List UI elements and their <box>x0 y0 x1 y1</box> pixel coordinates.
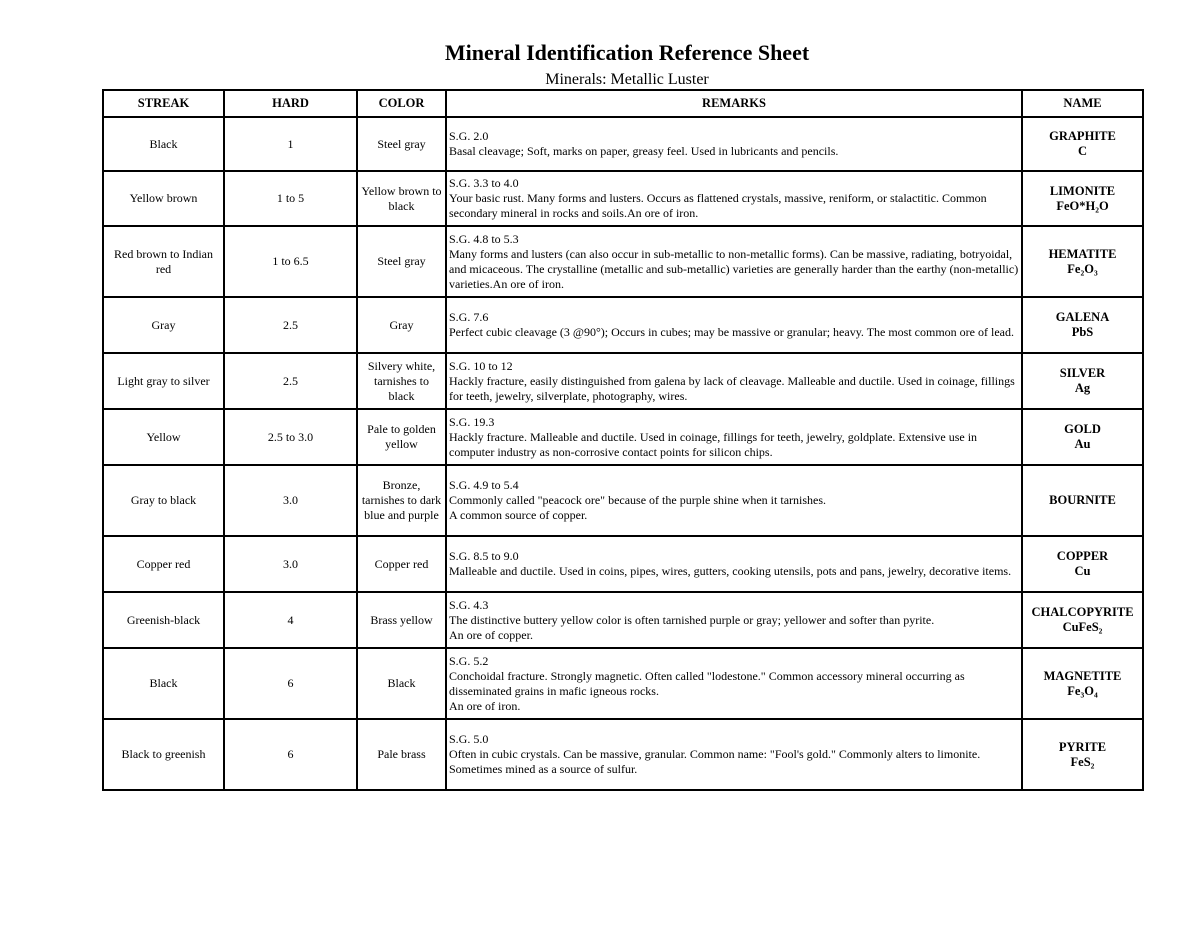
color-cell: Black <box>357 648 446 719</box>
name-cell <box>1022 117 1143 171</box>
streak-cell: Copper red <box>103 536 224 592</box>
color-cell: Steel gray <box>357 226 446 297</box>
remarks-cell: S.G. 5.0 Often in cubic crystals. Can be massive, granular. Common name: "Fool's gold." Commonly alters to limonite. Sometimes mined as a source of sulfur. <box>446 719 1022 790</box>
hardness-cell: 1 to 6.5 <box>224 226 357 297</box>
name-cell <box>1022 297 1143 353</box>
column-header-hard: HARD <box>224 90 357 117</box>
color-cell: Yellow brown to black <box>357 171 446 226</box>
chemical-formula: FeS₂ <box>1070 754 1095 769</box>
table-row <box>103 465 1143 536</box>
chemical-formula: Fe₃O₄ <box>1067 683 1098 698</box>
streak-cell: Gray <box>103 297 224 353</box>
name-cell <box>1022 719 1143 790</box>
header-row <box>103 90 1143 117</box>
name-cell <box>1022 536 1143 592</box>
mineral-name: BOURNITE <box>1049 493 1116 507</box>
streak-cell: Black to greenish <box>103 719 224 790</box>
mineral-name: PYRITE <box>1058 739 1107 754</box>
mineral-name: GRAPHITE <box>1049 129 1116 143</box>
chemical-formula: C <box>1077 144 1088 158</box>
table-body <box>103 117 1143 790</box>
column-header-name: NAME <box>1022 90 1143 117</box>
hardness-cell: 6 <box>224 719 357 790</box>
remarks-cell: S.G. 5.2 Conchoidal fracture. Strongly magnetic. Often called "lodestone." Common accessory mineral occurring as disseminated grains in mafic igneous rocks. An ore of iron. <box>446 648 1022 719</box>
hardness-cell: 2.5 <box>224 297 357 353</box>
streak-cell: Black <box>103 117 224 171</box>
color-cell: Bronze, tarnishes to dark blue and purple <box>357 465 446 536</box>
chemical-formula: Cu <box>1074 564 1091 578</box>
color-cell: Pale brass <box>357 719 446 790</box>
color-cell: Pale to golden yellow <box>357 409 446 465</box>
hardness-cell: 1 to 5 <box>224 171 357 226</box>
name-cell <box>1022 353 1143 409</box>
chemical-formula: CuFeS₂ <box>1062 620 1103 634</box>
column-header-color: COLOR <box>357 90 446 117</box>
remarks-cell: S.G. 2.0 Basal cleavage; Soft, marks on paper, greasy feel. Used in lubricants and pencils. <box>446 117 1022 171</box>
hardness-cell: 1 <box>224 117 357 171</box>
color-cell: Silvery white, tarnishes to black <box>357 353 446 409</box>
mineral-name: GOLD <box>1064 422 1101 436</box>
name-cell <box>1022 409 1143 465</box>
column-header-remarks: REMARKS <box>446 90 1022 117</box>
page-title: Mineral Identification Reference Sheet <box>444 40 810 65</box>
name-cell <box>1022 226 1143 297</box>
streak-cell: Yellow brown <box>103 171 224 226</box>
mineral-name: LIMONITE <box>1049 183 1116 198</box>
table-row <box>103 648 1143 719</box>
remarks-cell: S.G. 4.3 The distinctive buttery yellow color is often tarnished purple or gray; yellower and softer than pyrite. An ore of copper. <box>446 592 1022 648</box>
remarks-cell: S.G. 4.9 to 5.4 Commonly called "peacock ore" because of the purple shine when it tarnishes. A common source of copper. <box>446 465 1022 536</box>
mineral-name: GALENA <box>1055 310 1110 324</box>
chemical-formula: Fe₂O₃ <box>1067 261 1098 276</box>
table-row <box>103 409 1143 465</box>
chemical-formula: Au <box>1074 437 1091 451</box>
hardness-cell: 3.0 <box>224 536 357 592</box>
table-row <box>103 297 1143 353</box>
color-cell: Copper red <box>357 536 446 592</box>
remarks-cell: S.G. 4.8 to 5.3 Many forms and lusters (can also occur in sub-metallic to non-metallic forms). Can be massive, radiating, botryoidal, and micaceous. The crystalline (metallic and sub-metallic) varieties are generally harder than the earthy (non-metallic) varieties.An ore of iron. <box>446 226 1022 297</box>
streak-cell: Gray to black <box>103 465 224 536</box>
mineral-name: MAGNETITE <box>1043 668 1122 683</box>
mineral-table <box>102 89 1144 791</box>
remarks-cell: S.G. 3.3 to 4.0 Your basic rust. Many forms and lusters. Occurs as flattened crystals, massive, reniform, or stalactitic. Common secondary mineral in rocks and soils.An ore of iron. <box>446 171 1022 226</box>
mineral-name: SILVER <box>1059 366 1106 380</box>
remarks-cell: S.G. 8.5 to 9.0 Malleable and ductile. Used in coins, pipes, wires, gutters, cooking utensils, pots and pans, jewelry, decorative items. <box>446 536 1022 592</box>
table-row <box>103 592 1143 648</box>
streak-cell: Black <box>103 648 224 719</box>
table-row <box>103 226 1143 297</box>
streak-cell: Red brown to Indian red <box>103 226 224 297</box>
remarks-cell: S.G. 10 to 12 Hackly fracture, easily distinguished from galena by lack of cleavage. Malleable and ductile. Used in coinage, fillings for teeth, jewelry, silverplate, photography, wires. <box>446 353 1022 409</box>
mineral-name: COPPER <box>1056 549 1109 563</box>
streak-cell: Yellow <box>103 409 224 465</box>
chemical-formula: Ag <box>1074 381 1091 395</box>
streak-cell: Light gray to silver <box>103 353 224 409</box>
hardness-cell: 6 <box>224 648 357 719</box>
name-cell <box>1022 648 1143 719</box>
color-cell: Brass yellow <box>357 592 446 648</box>
column-header-streak: STREAK <box>103 90 224 117</box>
hardness-cell: 2.5 to 3.0 <box>224 409 357 465</box>
chemical-formula: PbS <box>1071 325 1094 339</box>
mineral-name: HEMATITE <box>1048 246 1117 261</box>
page-subtitle: Minerals: Metallic Luster <box>545 71 709 88</box>
table-row <box>103 719 1143 790</box>
remarks-cell: S.G. 19.3 Hackly fracture. Malleable and ductile. Used in coinage, fillings for teeth, jewelry, goldplate. Extensive use in computer industry as non-corrosive contact points for silicon chips. <box>446 409 1022 465</box>
name-cell <box>1022 592 1143 648</box>
mineral-name: CHALCOPYRITE <box>1031 605 1134 619</box>
color-cell: Gray <box>357 297 446 353</box>
name-cell <box>1022 465 1143 536</box>
color-cell: Steel gray <box>357 117 446 171</box>
hardness-cell: 2.5 <box>224 353 357 409</box>
name-cell <box>1022 171 1143 226</box>
chemical-formula: FeO*H₂O <box>1056 198 1109 213</box>
table-row <box>103 353 1143 409</box>
table-row <box>103 171 1143 226</box>
remarks-cell: S.G. 7.6 Perfect cubic cleavage (3 @90°); Occurs in cubes; may be massive or granular; heavy. The most common ore of lead. <box>446 297 1022 353</box>
hardness-cell: 3.0 <box>224 465 357 536</box>
streak-cell: Greenish-black <box>103 592 224 648</box>
hardness-cell: 4 <box>224 592 357 648</box>
table-row <box>103 117 1143 171</box>
table-row <box>103 536 1143 592</box>
